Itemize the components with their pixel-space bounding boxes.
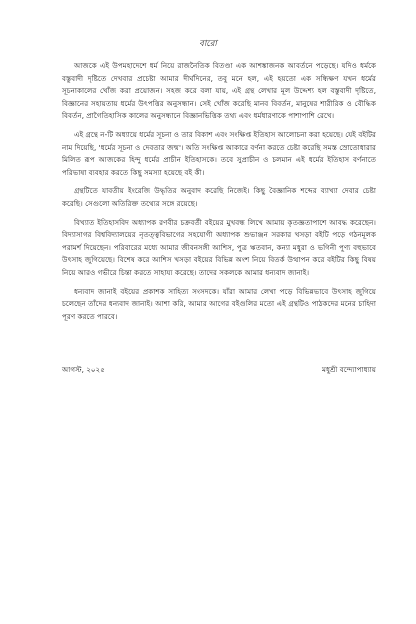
page-body — [62, 60, 376, 329]
paragraph: বিখ্যাত ইতিহাসবিদ অধ্যাপক রণবীর চক্রবর্তী বইয়ের মুখবন্ধ লিখে আমায় কৃতজ্ঞতাপাশে আবদ্ধ করেছেন। বিদ্যাসাগর বিশ্ববিদ্যালয়ের নৃতত্ত্ববিভাগের সহযোগী অধ্যাপক শুভাঞ্জন সরকার খসড়া বইটি পড়ে গঠনমূলক পরামর্শ দিয়েছেন। পরিবারের মধ্যে আমার জীবনসঙ্গী আশিস, পুত্র ঋতবান, কন্যা মধুরা ও ভগিনী পুণ্য বহুভাবে উৎসাহ জুগিয়েছে। বিশেষ করে আশিস খসড়া বইয়ের বিভিন্ন অংশ নিয়ে বিতর্ক উত্থাপন করে বইটির কিছু বিষয় নিয়ে আরও গভীরে চিন্তা করতে সাহায্য করেছে। তাদের সকলকে আমার ধন্যবাদ জানাই। — [62, 217, 376, 277]
paragraph: গ্রন্থটিতে যাবতীয় ইংরেজি উদ্ধৃতির অনুবাদ করেছি নিজেই। কিছু বৈজ্ঞানিক শব্দের ব্যাখ্যা দেবার চেষ্টা করেছি। সেগুলো অতিরিক্ত তথ্যের সঙ্গে রয়েছে। — [62, 186, 376, 208]
page-heading: বারো — [199, 39, 217, 49]
date: আগস্ট, ২০২৫ — [62, 365, 105, 374]
paragraph: এই গ্রন্থে ন-টি অধ্যায়ে ধর্মের সূচনা ও তার বিকাশ এবং সংক্ষিপ্ত ইতিহাস আলোচনা করা হয়েছে। যেই বইটির নাম দিয়েছি, 'ধর্মের সূচনা ও দেবতার জন্ম'। অতি সংক্ষিপ্ত আকারে বর্ণনা করতে চেষ্টা করেছি সমস্ত স্রোতোধারার মিলিত রূপ আজকের হিন্দু ধর্মের প্রাচীন ইতিহাসকে। তবে সুপ্রাচীন ও চলমান এই ধর্মের ইতিহাস বর্ণনাতে পরিভাষা ব্যবহার করতে কিছু সমস্যা হয়েছে বই কী। — [62, 129, 376, 177]
author-name: মধুশ্রী বন্দ্যোপাধ্যায় — [322, 365, 376, 374]
paragraph: ধন্যবাদ জানাই বইয়ের প্রকাশক সাহিত্য সংসদকে। যাঁরা আমার লেখা পড়ে বিভিন্নভাবে উৎসাহ জুগিয়ে চলেছেন তাঁদের ধন্যবাদ জানাই। আশা করি, আমার আগের বইগুলির মতো এই গ্রন্থটিও পাঠকদের মনের চাহিদা পূরণ করতে পারবে। — [62, 286, 376, 321]
paragraph: আজকে এই উপমহাদেশে ধর্ম নিয়ে রাজনৈতিক বিতণ্ডা এক আশঙ্কাজনক আবর্তনে পড়েছে। যদিও ধর্মকে বস্তুবাদী দৃষ্টিতে দেখবার প্রচেষ্টা আমার দীর্ঘদিনের, তবু মনে হল, এই হয়তো এক সন্ধিক্ষণ যখন ধর্মের সূচনাকালের খোঁজ করা প্রয়োজন। সহজ করে বলা যায়, এই গ্রন্থ লেখার মূল উদ্দেশ্য হল বস্তুবাদী দৃষ্টিতে, বিজ্ঞানের সহায়তায় ধর্মের উৎপত্তির অনুসন্ধান। সেই খোঁজ করেছি মানব বিবর্তন, মানুষের শারীরিক ও বৌদ্ধিক বিবর্তন, প্রাগৈতিহাসিক কালের অনুসন্ধানে বিজ্ঞানভিত্তিক তথ্য এবং ধর্মধারণাকে পাশাপাশি রেখে। — [62, 61, 376, 121]
